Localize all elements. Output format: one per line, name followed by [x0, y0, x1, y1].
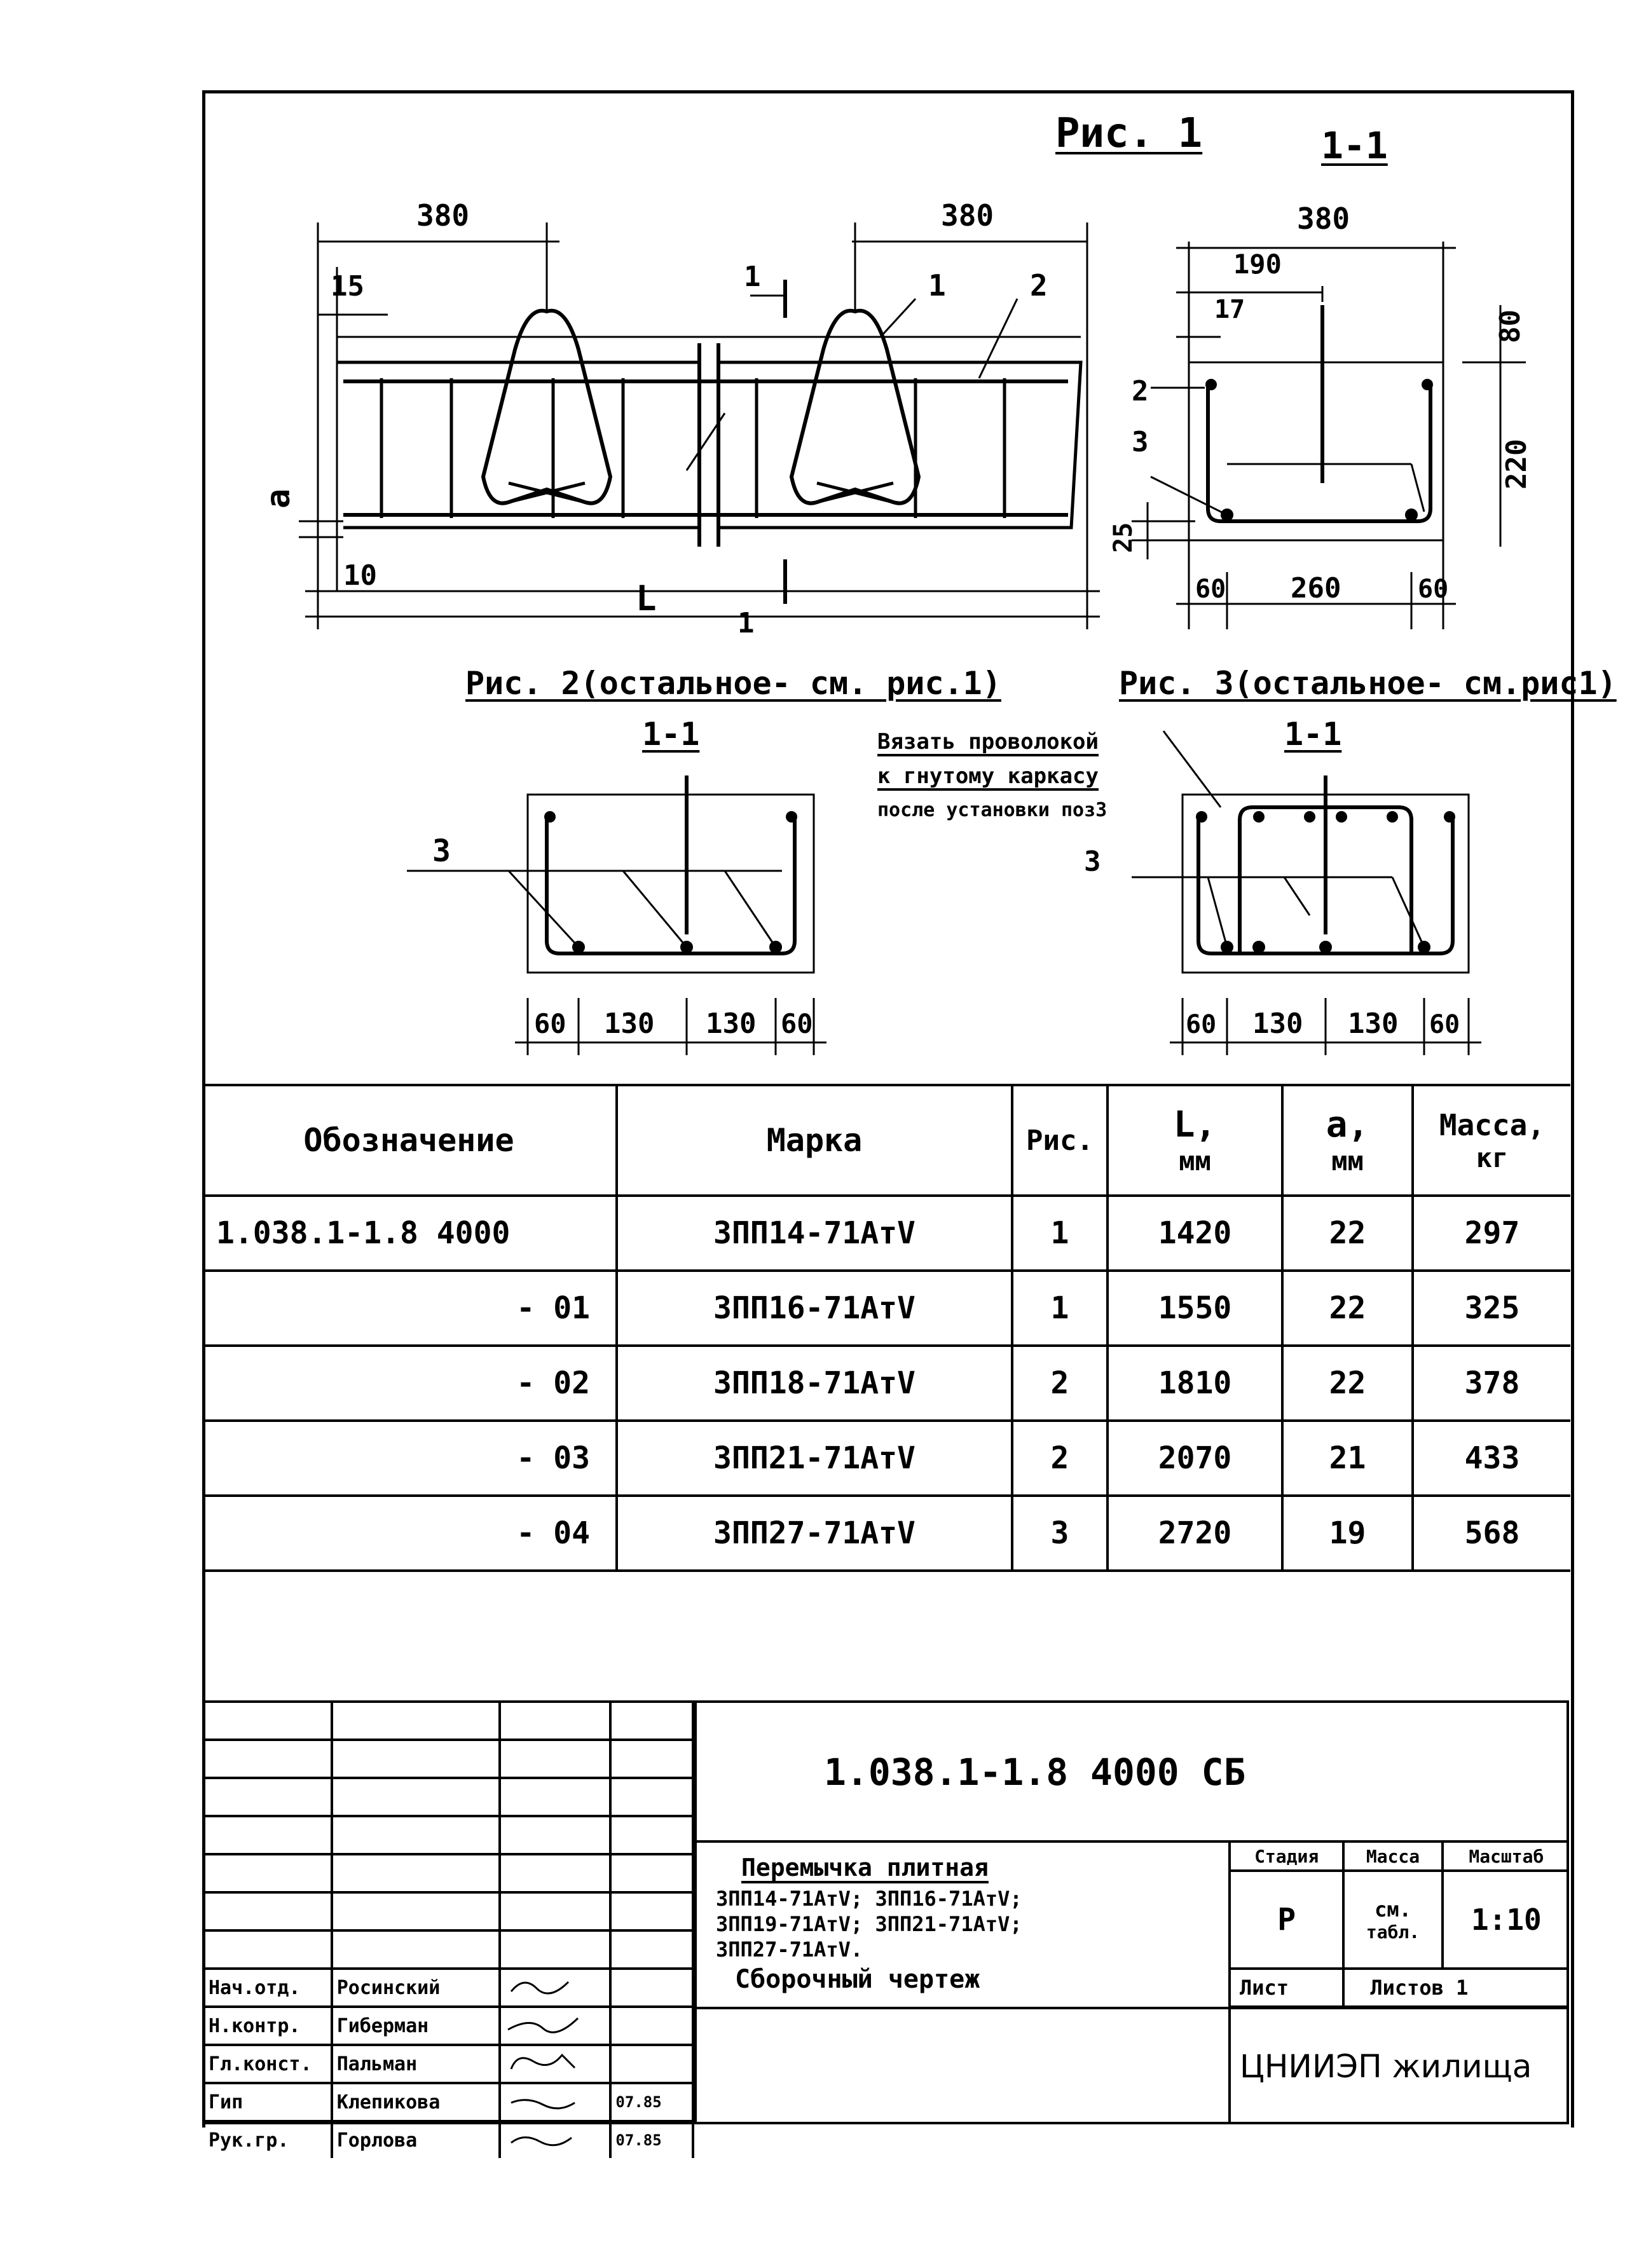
row-mark: 3ПП16-71АтV — [617, 1271, 1012, 1346]
stage-label: Стадия — [1230, 1843, 1343, 1871]
sec-dim-80: 80 — [1494, 310, 1526, 343]
staff-row — [205, 1969, 693, 2007]
row-a: 22 — [1282, 1196, 1413, 1271]
signature — [500, 2121, 611, 2158]
row-designation: - 04 — [202, 1496, 617, 1571]
row-mark: 3ПП21-71АтV — [617, 1421, 1012, 1496]
row-mass: 325 — [1413, 1271, 1570, 1346]
doc-title-line1: Перемычка плитная — [741, 1854, 989, 1882]
mass-value-line1: см. — [1375, 1897, 1411, 1922]
spec-table — [202, 1084, 1570, 1572]
sheet-label: Лист — [1230, 1969, 1343, 2007]
table-row — [202, 1496, 1570, 1571]
doc-title-cell — [694, 1843, 1228, 2007]
staff-row — [205, 2045, 693, 2083]
fig2-dim-130-a: 130 — [604, 1008, 655, 1040]
header-a-name: a, — [1326, 1104, 1369, 1145]
row-designation: - 01 — [202, 1271, 617, 1346]
organization-name: ЦНИИЭП жилища — [1240, 2048, 1532, 2085]
staff-name: Клепикова — [332, 2083, 500, 2121]
dim-15: 15 — [331, 270, 364, 303]
doc-title-line3: 3ПП19-71АтV; 3ПП21-71АтV; — [716, 1912, 1022, 1936]
header-mass — [1413, 1085, 1570, 1196]
staff-role: Нач.отд. — [205, 1969, 332, 2007]
row-a: 22 — [1282, 1346, 1413, 1421]
sec-dim-220: 220 — [1500, 439, 1533, 489]
spec-header-row — [202, 1085, 1570, 1196]
mass-label: Масса — [1343, 1843, 1442, 1871]
fig3-note-line1: Вязать проволокой — [877, 729, 1099, 755]
fig2-dim-130-b: 130 — [706, 1008, 757, 1040]
staff-name: Пальман — [332, 2045, 500, 2083]
scale-label: Масштаб — [1443, 1843, 1569, 1871]
row-designation: - 02 — [202, 1346, 617, 1421]
row-L: 1810 — [1107, 1346, 1282, 1421]
stage-table — [1228, 1843, 1569, 2008]
dim-380-right: 380 — [941, 198, 994, 233]
signature — [500, 2045, 611, 2083]
signature — [500, 2083, 611, 2121]
dim-380-left: 380 — [416, 198, 470, 233]
staff-name: Горлова — [332, 2121, 500, 2158]
cut-mark-top: 1 — [744, 261, 761, 293]
table-row — [202, 1196, 1570, 1271]
header-mass-name: Масса, — [1439, 1107, 1546, 1142]
cut-mark-bottom: 1 — [737, 607, 755, 639]
fig2-section-drawing — [407, 788, 865, 1068]
sec-dim-17: 17 — [1214, 295, 1245, 324]
fig2-dim-60-left: 60 — [534, 1008, 566, 1039]
doc-code: 1.038.1-1.8 4000 СБ — [824, 1751, 1246, 1794]
sec-position-2: 2 — [1132, 375, 1149, 407]
doc-title-line4: 3ПП27-71АтV. — [716, 1937, 863, 1962]
doc-code-cell — [694, 1703, 1569, 1843]
staff-table — [205, 1703, 694, 2158]
staff-row — [205, 2083, 693, 2121]
signature — [500, 1969, 611, 2007]
header-a — [1282, 1085, 1413, 1196]
staff-name: Гиберман — [332, 2007, 500, 2045]
staff-role: Гип — [205, 2083, 332, 2121]
fig2-dim-60-right: 60 — [781, 1008, 813, 1039]
fig3-position-3: 3 — [1084, 845, 1101, 878]
staff-role: Гл.конст. — [205, 2045, 332, 2083]
fig3-dim-60-right: 60 — [1429, 1010, 1460, 1039]
org-name-cell — [1228, 2007, 1569, 2124]
header-a-unit: мм — [1331, 1145, 1364, 1177]
mass-value-line2: табл. — [1366, 1921, 1420, 1943]
staff-date — [610, 2007, 693, 2045]
position-1: 1 — [928, 268, 946, 303]
fig1-section-drawing — [1106, 191, 1570, 642]
staff-date: 07.85 — [610, 2121, 693, 2158]
dim-a: a — [259, 488, 298, 509]
row-mark: 3ПП18-71АтV — [617, 1346, 1012, 1421]
row-a: 21 — [1282, 1421, 1413, 1496]
row-fig: 2 — [1012, 1346, 1107, 1421]
row-mass: 433 — [1413, 1421, 1570, 1496]
row-fig: 1 — [1012, 1196, 1107, 1271]
row-mark: 3ПП27-71АтV — [617, 1496, 1012, 1571]
row-L: 2720 — [1107, 1496, 1282, 1571]
scale-value: 1:10 — [1443, 1871, 1569, 1969]
row-fig: 2 — [1012, 1421, 1107, 1496]
fig1-elevation-drawing — [259, 184, 1119, 648]
mass-value — [1343, 1871, 1442, 1969]
staff-row — [205, 2121, 693, 2158]
sec-dim-60-right: 60 — [1418, 575, 1449, 604]
fig1-section-label: 1-1 — [1321, 124, 1388, 167]
row-mark: 3ПП14-71АтV — [617, 1196, 1012, 1271]
fig3-note-line2: к гнутому каркасу — [877, 763, 1099, 789]
fig3-note-line3: после установки поз3 — [877, 799, 1107, 821]
fig3-dim-130-a: 130 — [1252, 1008, 1303, 1040]
fig3-title: Рис. 3(остальное- см.рис1) — [1119, 665, 1617, 702]
signature — [500, 2007, 611, 2045]
staff-row — [205, 2007, 693, 2045]
row-mass: 297 — [1413, 1196, 1570, 1271]
header-L-unit: мм — [1179, 1145, 1211, 1177]
header-designation: Обозначение — [202, 1085, 617, 1196]
row-mass: 378 — [1413, 1346, 1570, 1421]
table-row — [202, 1346, 1570, 1421]
staff-date: 07.85 — [610, 2083, 693, 2121]
row-fig: 1 — [1012, 1271, 1107, 1346]
fig1-title: Рис. 1 — [1055, 110, 1203, 157]
header-fig: Рис. — [1012, 1085, 1107, 1196]
sec-dim-190: 190 — [1233, 249, 1282, 280]
table-row — [202, 1271, 1570, 1346]
dim-10: 10 — [343, 559, 377, 592]
header-L-name: L, — [1173, 1104, 1217, 1145]
doc-title-line2: 3ПП14-71АтV; 3ПП16-71АтV; — [716, 1887, 1022, 1911]
fig2-title: Рис. 2(остальное- см. рис.1) — [465, 665, 1001, 702]
row-L: 2070 — [1107, 1421, 1282, 1496]
table-row — [202, 1421, 1570, 1496]
dim-L: L — [636, 578, 657, 618]
fig3-dim-60-left: 60 — [1186, 1010, 1217, 1039]
fig3-dim-130-b: 130 — [1348, 1008, 1399, 1040]
position-2: 2 — [1030, 268, 1048, 303]
row-fig: 3 — [1012, 1496, 1107, 1571]
header-mass-unit: кг — [1476, 1142, 1509, 1173]
row-L: 1420 — [1107, 1196, 1282, 1271]
stage-value: Р — [1230, 1871, 1343, 1969]
row-L: 1550 — [1107, 1271, 1282, 1346]
fig2-position-3: 3 — [432, 833, 451, 869]
sec-dim-60-left: 60 — [1195, 575, 1226, 604]
sec-dim-25: 25 — [1109, 522, 1138, 553]
staff-role: Н.контр. — [205, 2007, 332, 2045]
title-block — [202, 1700, 1569, 2152]
row-designation: 1.038.1-1.8 4000 — [202, 1196, 617, 1271]
sec-dim-380: 380 — [1297, 202, 1350, 236]
fig3-section-drawing — [1055, 788, 1500, 1068]
fig2-section-label: 1-1 — [642, 716, 700, 753]
sec-position-3: 3 — [1132, 426, 1149, 458]
staff-name: Росинский — [332, 1969, 500, 2007]
org-cell — [694, 2007, 1228, 2124]
sec-dim-260: 260 — [1291, 572, 1341, 605]
row-a: 19 — [1282, 1496, 1413, 1571]
sheets-label: Листов 1 — [1343, 1969, 1569, 2007]
header-mark: Марка — [617, 1085, 1012, 1196]
row-designation: - 03 — [202, 1421, 617, 1496]
row-a: 22 — [1282, 1271, 1413, 1346]
row-mass: 568 — [1413, 1496, 1570, 1571]
staff-role: Рук.гр. — [205, 2121, 332, 2158]
header-L — [1107, 1085, 1282, 1196]
doc-subtitle: Сборочный чертеж — [735, 1965, 980, 1994]
staff-date — [610, 1969, 693, 2007]
staff-date — [610, 2045, 693, 2083]
fig3-section-label: 1-1 — [1284, 716, 1342, 753]
